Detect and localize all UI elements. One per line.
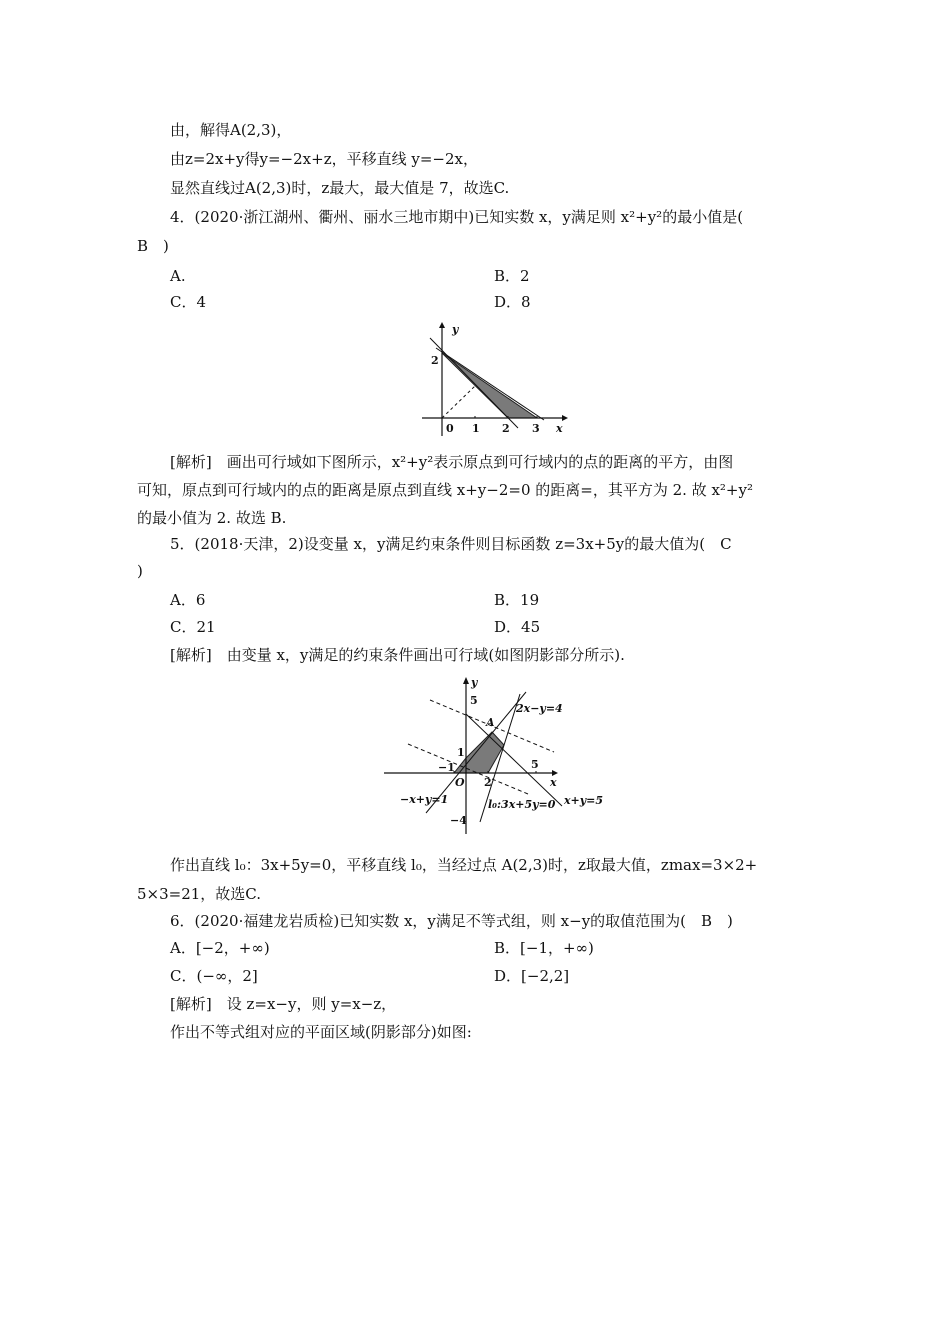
text-line: 作出不等式组对应的平面区域(阴影部分)如图: [170, 1023, 472, 1041]
text-line: 作出直线 l₀：3x+5y=0，平移直线 l₀，当经过点 A(2,3)时，z取最大值，zmax=3×2+ [170, 856, 758, 874]
option-d: D．8 [494, 293, 531, 311]
solution-line: [解析] 由变量 x，y满足的约束条件画出可行域(如图阴影部分所示). [170, 646, 625, 664]
y-axis-label: y [452, 323, 459, 336]
y-tick-label: 1 [457, 746, 465, 759]
solution-line: [解析] 设 z=x−y，则 y=x−z， [170, 995, 397, 1013]
option-b: B．2 [494, 267, 530, 285]
question-5-close: ) [137, 562, 143, 580]
text-line: 由，解得A(2,3)， [170, 121, 292, 139]
shaded-region [442, 353, 537, 418]
question-6-stem: 6．(2020·福建龙岩质检)已知实数 x，y满足不等式组，则 x−y的取值范围为( B ) [170, 912, 733, 930]
text-line: 5×3=21，故选C. [137, 885, 262, 903]
option-a: A．[−2，+∞) [170, 939, 270, 957]
line-label: x+y=5 [564, 794, 604, 807]
x-tick-label: 3 [532, 422, 540, 435]
distance-dashed-line [442, 386, 475, 418]
question-4-answer: B ) [137, 237, 169, 255]
line-label: l₀:3x+5y=0 [488, 798, 556, 811]
option-b: B．[−1，+∞) [494, 939, 594, 957]
y-tick-label: −4 [450, 814, 467, 827]
x-axis-label: x [550, 776, 557, 789]
origin-label: 0 [446, 422, 454, 435]
line-label: −x+y=1 [400, 793, 449, 806]
line-label: 2x−y=4 [516, 702, 563, 715]
option-d: D．[−2,2] [494, 967, 570, 985]
feasible-region-figure-1 [420, 320, 570, 440]
boundary-line [436, 348, 544, 420]
x-tick-label: 2 [502, 422, 510, 435]
option-a: A. [170, 267, 186, 285]
y-tick-label: 2 [431, 354, 439, 367]
x-tick-label: −1 [438, 761, 455, 774]
feasible-region-figure-2 [380, 672, 620, 842]
option-c: C．21 [170, 618, 216, 636]
option-c: C．(−∞，2] [170, 967, 258, 985]
solution-line: 的最小值为 2. 故选 B. [137, 509, 287, 527]
solution-line: 可知，原点到可行域内的点的距离是原点到直线 x+y−2=0 的距离=，其平方为 2. 故 x²+y² [137, 481, 753, 499]
question-5-stem: 5．(2018·天津，2)设变量 x，y满足约束条件则目标函数 z=3x+5y的最大值为( C [170, 535, 732, 553]
question-4-stem: 4．(2020·浙江湖州、衢州、丽水三地市期中)已知实数 x，y满足则 x²+y²的最小值是( [170, 208, 744, 226]
dashed-level-line [408, 744, 528, 794]
point-a-label: A [486, 716, 495, 729]
solution-line: [解析] 画出可行域如下图所示，x²+y²表示原点到可行域内的点的距离的平方，由图 [170, 453, 734, 471]
x-tick-label: 2 [484, 776, 492, 789]
x-tick-label: 5 [531, 758, 539, 771]
option-b: B．19 [494, 591, 540, 609]
y-tick-label: 5 [470, 694, 478, 707]
text-line: 显然直线过A(2,3)时，z最大，最大值是 7，故选C. [170, 179, 510, 197]
option-d: D．45 [494, 618, 541, 636]
x-axis-label: x [556, 422, 563, 435]
x-tick-label: 1 [472, 422, 480, 435]
option-a: A．6 [170, 591, 206, 609]
y-axis-label: y [471, 676, 478, 689]
origin-label: O [455, 776, 465, 789]
option-c: C．4 [170, 293, 207, 311]
boundary-line [430, 338, 518, 428]
text-line: 由z=2x+y得y=−2x+z，平移直线 y=−2x， [170, 150, 478, 168]
